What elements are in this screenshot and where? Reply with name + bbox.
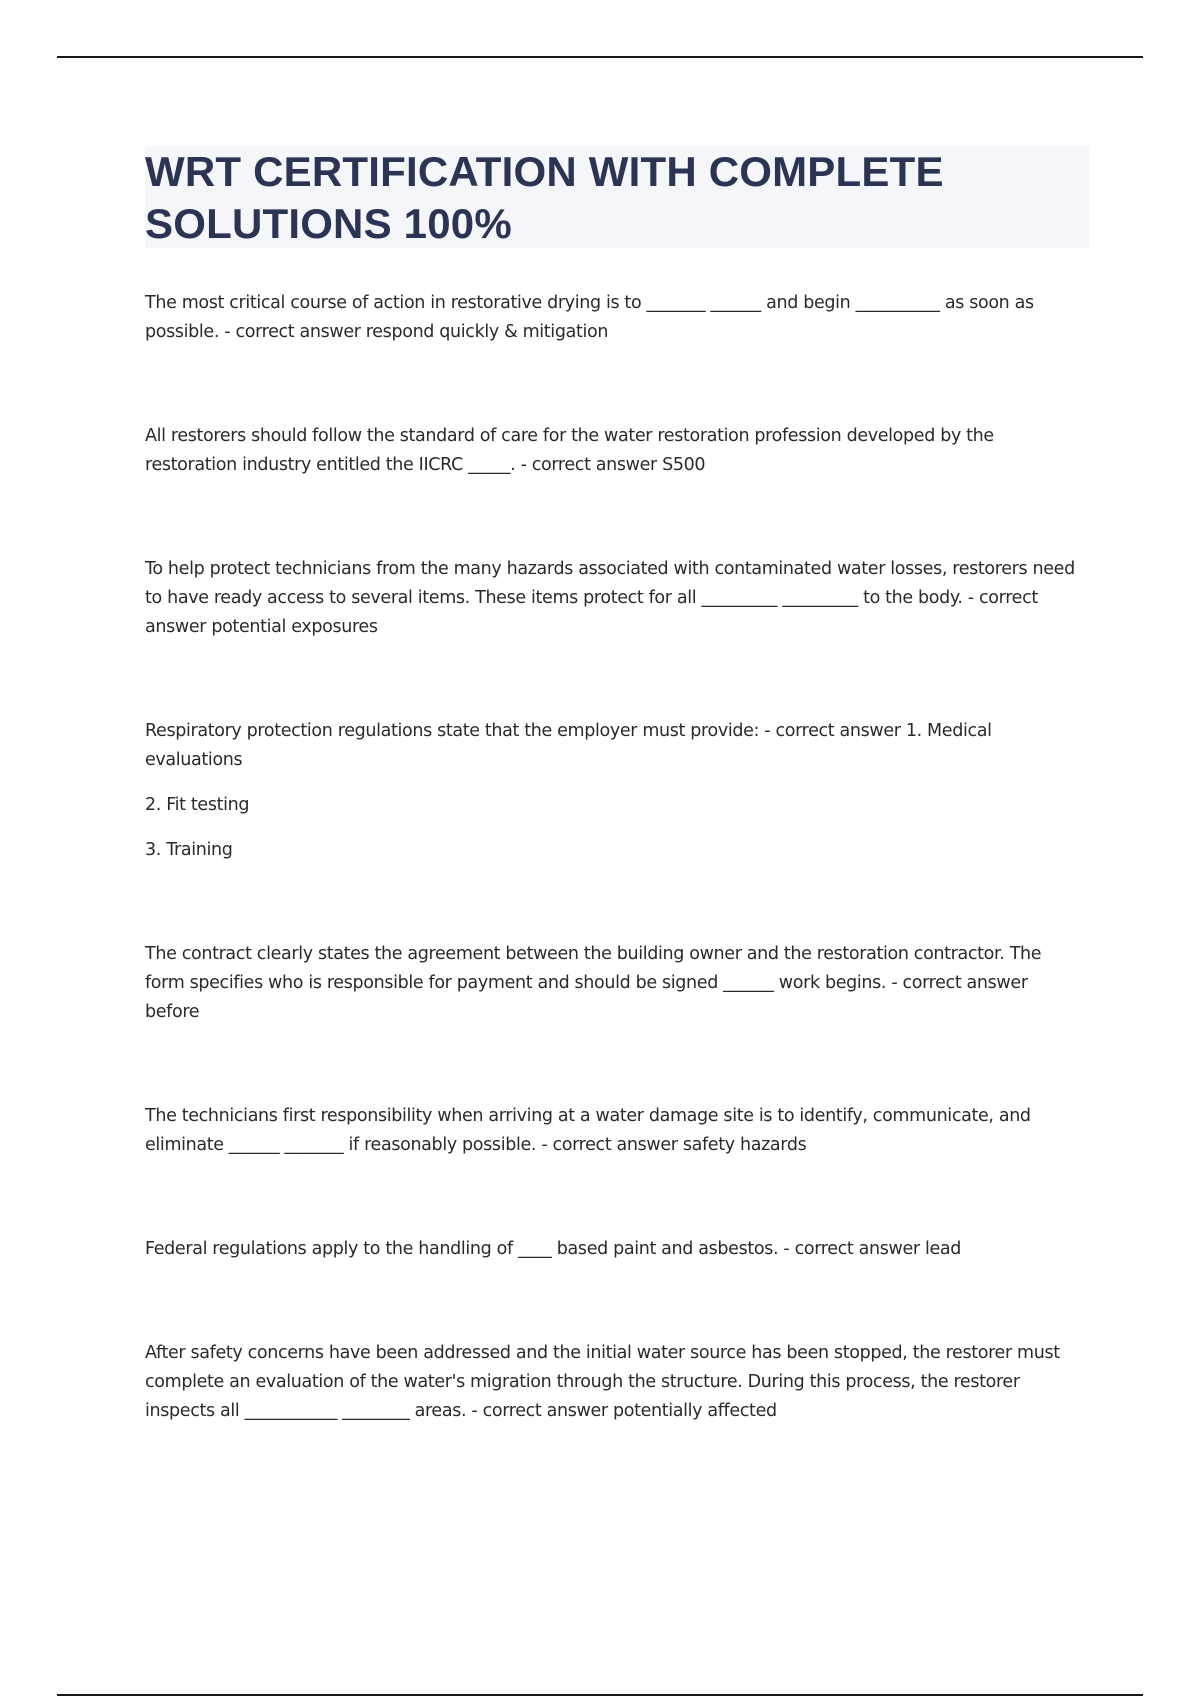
- answer-list-item: 2. Fit testing: [145, 795, 250, 815]
- question-item: [145, 289, 1085, 347]
- question-list: [145, 289, 1085, 1501]
- question-text: The most critical course of action in restorative drying is to _______ ______ and begin __________ as soon as possible. - correct answer respond quickly & mitigation: [145, 293, 1034, 342]
- header-rule: [57, 56, 1143, 58]
- question-item: [145, 940, 1085, 1027]
- question-item: [145, 555, 1085, 642]
- question-item: [145, 717, 1085, 865]
- question-text: Respiratory protection regulations state that the employer must provide: - correct answer 1. Medical evaluations: [145, 721, 992, 770]
- question-text: The technicians first responsibility when arriving at a water damage site is to identify, communicate, and eliminate ______ _______ if reasonably possible. - correct answer safety hazards: [145, 1106, 1031, 1155]
- answer-list-item: 3. Training: [145, 840, 233, 860]
- question-item: [145, 1102, 1085, 1160]
- question-item: [145, 422, 1085, 480]
- document-title: WRT CERTIFICATION WITH COMPLETE SOLUTIONS 100%: [145, 148, 944, 247]
- footer-rule: [57, 1694, 1143, 1696]
- question-text: After safety concerns have been addressed and the initial water source has been stopped, the restorer must complete an evaluation of the water's migration through the structure. During this process, the restorer inspects all ___________ ________ areas. - correct answer potentially affected: [145, 1343, 1060, 1421]
- question-item: [145, 1339, 1085, 1426]
- question-text: To help protect technicians from the many hazards associated with contaminated water losses, restorers need to have ready access to several items. These items protect for all _________ _________ to the body. - correct answer potential exposures: [145, 559, 1075, 637]
- question-text: All restorers should follow the standard of care for the water restoration profession developed by the restoration industry entitled the IICRC _____. - correct answer S500: [145, 426, 994, 475]
- title-block: [145, 146, 1089, 248]
- question-text: The contract clearly states the agreement between the building owner and the restoration contractor. The form specifies who is responsible for payment and should be signed ______ work begins. - correct answer before: [145, 944, 1042, 1022]
- question-text: Federal regulations apply to the handling of ____ based paint and asbestos. - correct answer lead: [145, 1239, 962, 1259]
- question-item: [145, 1235, 1085, 1264]
